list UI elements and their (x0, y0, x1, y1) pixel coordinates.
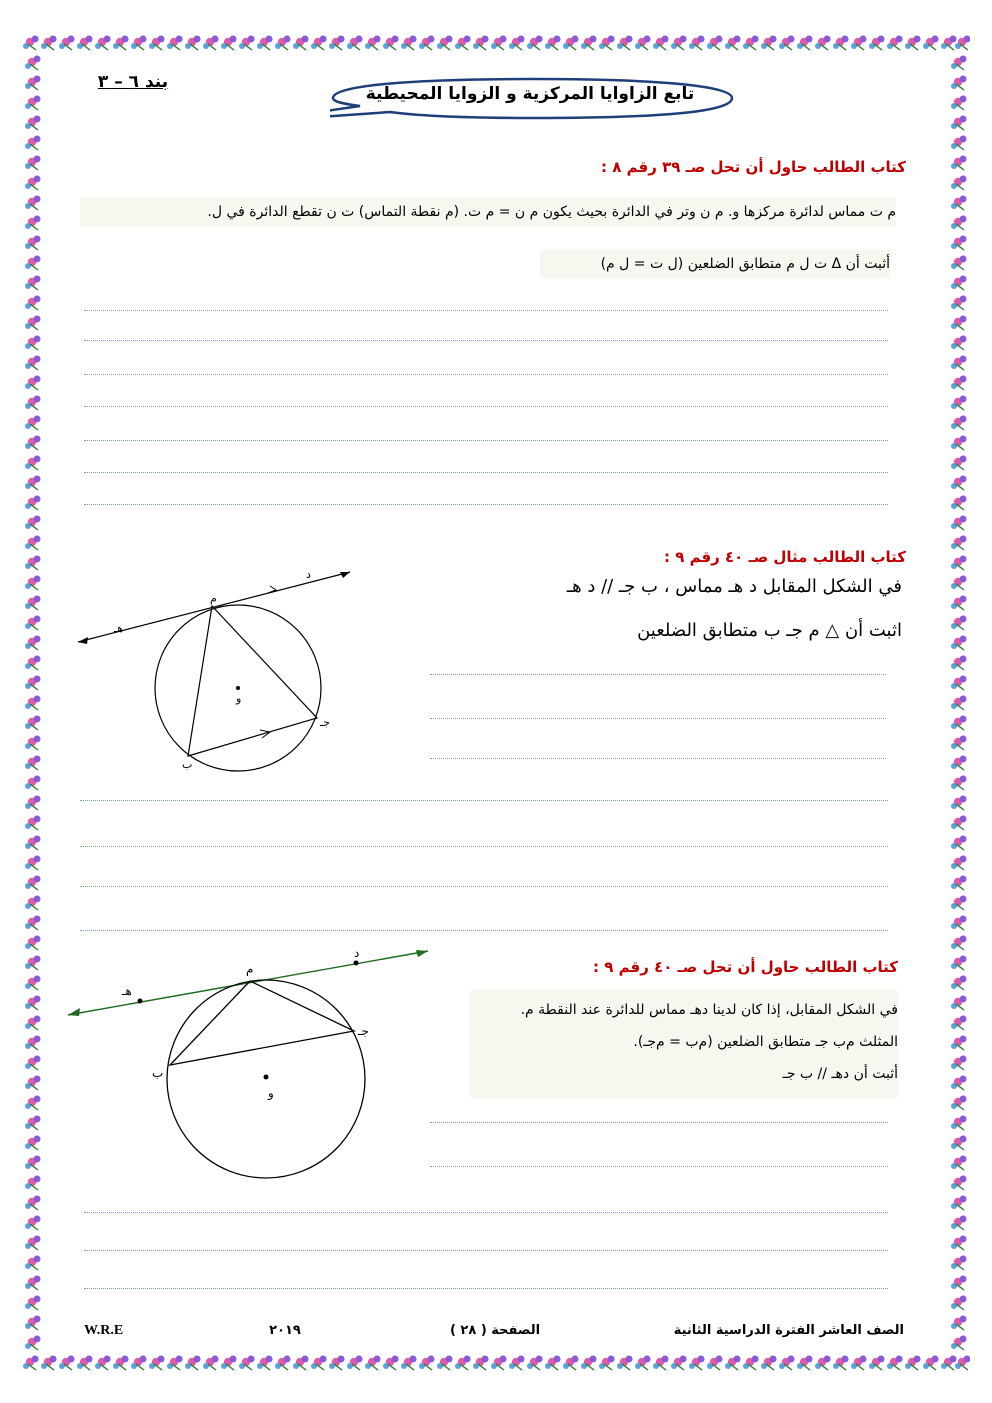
q3-point-e (138, 999, 143, 1004)
footer-grade: الصف العاشر الفترة الدراسية الثانية (673, 1323, 904, 1338)
q3-statement-1: في الشكل المقابل، إذا كان لدينا دهـ مماس للدائرة عند النقطة ﻡ. (520, 1002, 898, 1018)
footer-page-number: الصفحة ( ٢٨ ) (449, 1323, 541, 1338)
q2-triangle (188, 606, 317, 756)
arrowhead-icon (78, 637, 88, 644)
answer-line (84, 1250, 888, 1251)
q3-statement-2: المثلث ﻡب جـ متطابق الضلعين (ﻡب = ﻡجـ). (633, 1034, 898, 1050)
q2-statement: في الشكل المقابل د هـ مماس ، ب جـ // د هـ (566, 576, 902, 597)
answer-line (430, 718, 886, 719)
answer-line (84, 340, 888, 341)
q3-figure (60, 945, 440, 1195)
answer-line (430, 674, 886, 675)
q2-label-e: هـ (114, 622, 124, 635)
q3-label-d: د (354, 946, 360, 960)
arrowhead-icon (340, 572, 350, 578)
q3-triangle (170, 981, 354, 1065)
answer-line (80, 800, 888, 801)
q2-prove: اثبت أن △ ﻡ جـ ب متطابق الضلعين (637, 620, 902, 641)
arrowhead-icon (68, 1008, 80, 1016)
answer-line (84, 406, 888, 407)
q1-statement: م ت مماس لدائرة مركزها و. م ن وتر في الدائرة بحيث يكون م ن = م ت. (م نقطة التماس) ت ن تقطع الدائرة في ل. (80, 198, 896, 226)
q3-label-a: ﻡ (246, 962, 254, 976)
q3-label-b: ب (152, 1066, 164, 1080)
q1-heading: كتاب الطالب حاول أن تحل صـ ٣٩ رقم ٨ : (601, 158, 906, 176)
q2-figure (70, 560, 370, 780)
q3-point-d (354, 961, 359, 966)
answer-line (84, 472, 888, 473)
q2-label-c: جـ (320, 716, 331, 729)
q3-label-c: جـ (358, 1024, 369, 1038)
q2-center-dot (236, 686, 240, 690)
answer-line (430, 758, 886, 759)
footer-author: W.R.E (84, 1323, 124, 1338)
page-title: تابع الزاوايا المركزية و الزوايا المحيطية (365, 84, 695, 104)
answer-line (80, 886, 888, 887)
answer-line (84, 504, 888, 505)
answer-line (80, 846, 888, 847)
section-label: بند ٦ – ٣ (97, 72, 169, 92)
answer-line (430, 1122, 888, 1123)
footer-year: ٢٠١٩ (269, 1323, 301, 1338)
q3-center-dot (264, 1075, 269, 1080)
answer-line (84, 1288, 888, 1289)
answer-line (84, 440, 888, 441)
q3-statement-box (470, 990, 898, 1098)
q2-heading: كتاب الطالب مثال صـ ٤٠ رقم ٩ : (663, 548, 906, 566)
arrowhead-icon (416, 950, 428, 957)
answer-line (84, 374, 888, 375)
answer-line (430, 1166, 888, 1167)
q2-label-b: ب (182, 758, 193, 771)
q3-heading: كتاب الطالب حاول أن تحل صـ ٤٠ رقم ٩ : (593, 958, 898, 976)
answer-line (80, 930, 888, 931)
q3-label-o: و (268, 1086, 274, 1100)
q2-label-o: و (236, 692, 242, 705)
q3-prove: أثبت أن دهـ // ب جـ (782, 1066, 898, 1082)
q2-label-a: ﻡ (210, 592, 217, 605)
q1-prove: أثبت أن Δ ت ل م متطابق الضلعين (ل ت = ل م) (540, 250, 890, 278)
answer-line (84, 1212, 888, 1213)
q3-label-e: هـ (122, 984, 132, 998)
answer-line (84, 310, 888, 311)
q2-label-d: د (306, 568, 311, 581)
